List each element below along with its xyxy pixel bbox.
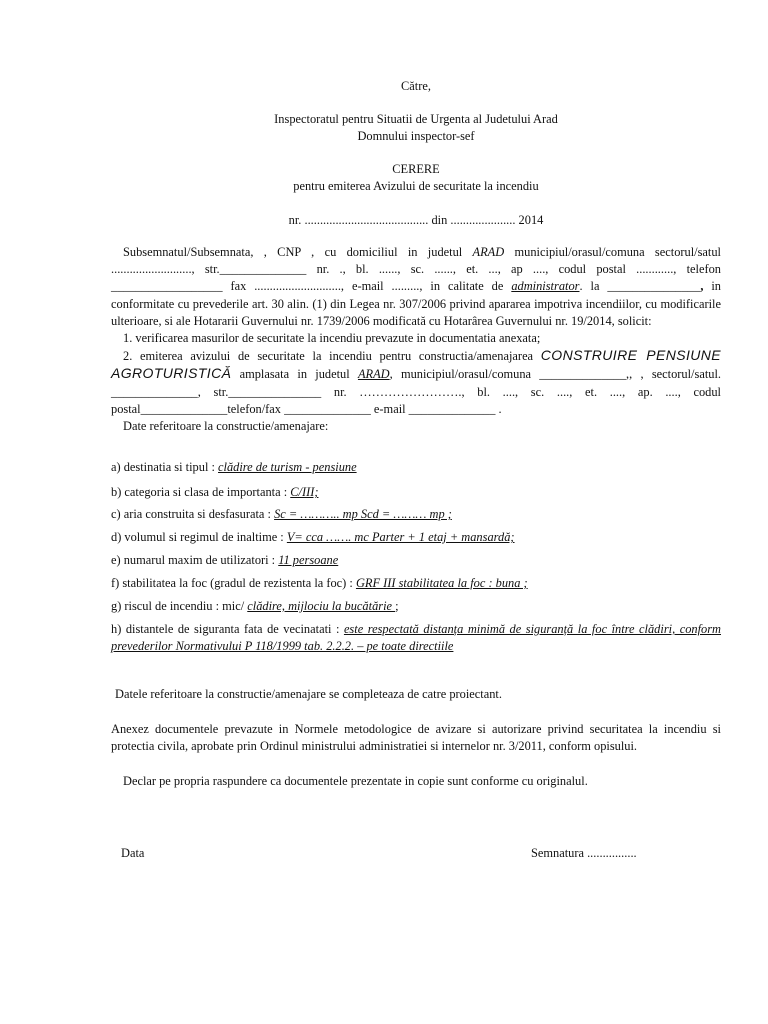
project-county: ARAD bbox=[357, 367, 390, 382]
request-item-2: 2. emiterea avizului de securitate la incendiu pentru constructia/amenajarea CONSTRUIRE PENSIUNE AGROTURISTICĂ amplasata in judetul ARAD, municipiul/orasul/comuna ______________,, , sectorul/satul. ______________, str._______________ nr. ……………………., bl. ...., sc. ...., et. ...., ap. ...., codul postal______________telefon/fax ______________ e-mail ______________ . bbox=[111, 347, 722, 416]
declaration-paragraph: Declar pe propria raspundere ca documentele prezentate in copie sunt conforme cu originalul. bbox=[123, 774, 588, 788]
request-item-1: 1. verificarea masurilor de securitate la incendiu prevazute in documentatia anexata; bbox=[123, 331, 541, 346]
document-purpose: pentru emiterea Avizului de securitate la incendiu bbox=[293, 179, 539, 193]
capacity-value: administrator bbox=[511, 279, 580, 294]
institution-name: Inspectoratul pentru Situatii de Urgenta al Judetului Arad bbox=[274, 112, 558, 126]
request-body bbox=[111, 244, 721, 435]
item-safety-distances: h) distantele de siguranta fata de vecinatati : este respectată distanța minimă de siguranță la foc între clădiri, conform prevederilor Normativului P 118/1999 tab. 2.2.2. – pe toate directiile bbox=[111, 622, 721, 654]
registration-number-line: nr. ........................................ din ..................... 2014 bbox=[288, 213, 544, 227]
signature-label: Semnatura ................ bbox=[531, 846, 637, 860]
item-fire-stability: f) stabilitatea la foc (gradul de rezistenta la foc) : GRF III stabilitatea la foc : buna ; bbox=[111, 576, 528, 590]
item-category: b) categoria si clasa de importanta : C/III; bbox=[111, 485, 319, 499]
designer-note: Datele referitoare la constructie/amenajare se completeaza de catre proiectant. bbox=[115, 687, 502, 701]
date-label: Data bbox=[121, 846, 145, 860]
recipient-line: Către, bbox=[401, 79, 431, 93]
item-max-users: e) numarul maxim de utilizatori : 11 persoane bbox=[111, 553, 339, 567]
applicant-paragraph: Subsemnatul/Subsemnata, , CNP , cu domiciliul in judetul ARAD municipiul/orasul/comuna sectorul/satul .........................., str.______________ nr. ., bl. ......, sc. ......, et. ..., ap ...., codul postal ............, telefon __________________ fax ............................, e-mail ........., in calitate de administrator. la _______________, in conformitate cu prevederile art. 30 alin. (1) din Legea nr. 307/2006 privind apararea impotriva incendiilor, cu modificarile ulterioare, si ale Hotararii Guvernului nr. 1739/2006 modificată cu Hotarârea Guvernului nr. 19/2014, solicit: bbox=[111, 245, 721, 328]
annex-paragraph: Anexez documentele prevazute in Normele metodologice de avizare si autorizare privind securitatea la incendiu si protectia civila, aprobate prin Ordinul ministrului administratiei si internelor nr. 3/2011, conform opisului. bbox=[111, 722, 721, 754]
construction-data-intro: Date referitoare la constructie/amenajare: bbox=[123, 419, 329, 434]
item-area: c) aria construita si desfasurata : Sc = ……….. mp Scd = ……… mp ; bbox=[111, 507, 452, 521]
document-type: CERERE bbox=[392, 162, 440, 176]
item-volume: d) volumul si regimul de inaltime : V= cca ……. mc Parter + 1 etaj + mansardă; bbox=[111, 530, 515, 544]
addressee: Domnului inspector-sef bbox=[357, 129, 475, 143]
county-value: ARAD bbox=[472, 245, 505, 259]
project-name: CONSTRUIRE PENSIUNE AGROTURISTICĂ bbox=[111, 347, 721, 382]
item-destination: a) destinatia si tipul : clădire de turism - pensiune bbox=[111, 460, 357, 474]
item-fire-risk: g) riscul de incendiu : mic/ clădire, mijlociu la bucătărie ; bbox=[111, 599, 399, 613]
